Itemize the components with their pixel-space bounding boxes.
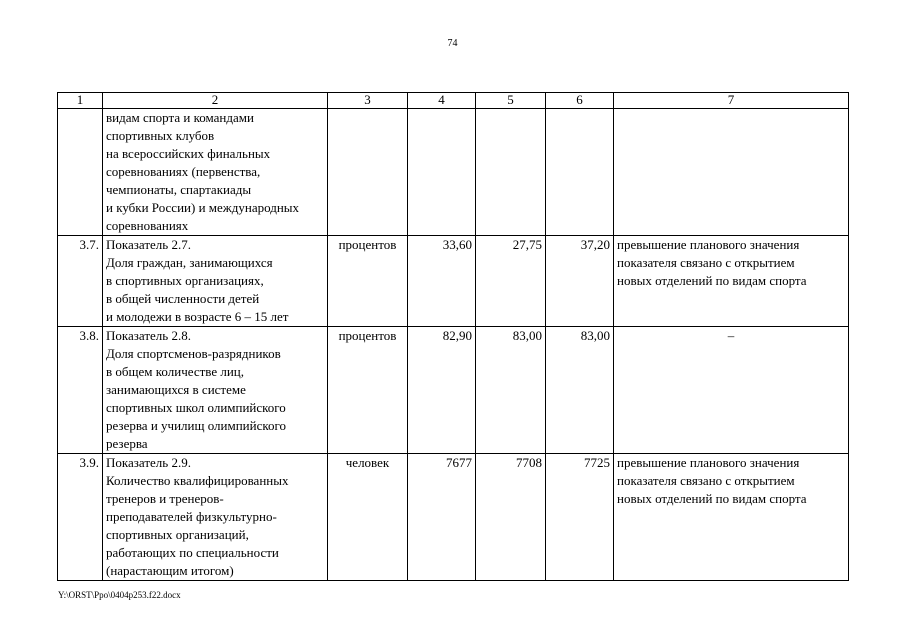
indicator-name-line: Показатель 2.9. xyxy=(106,455,191,470)
column-header: 3 xyxy=(328,93,408,109)
note-line: показателя связано с открытием xyxy=(617,255,795,270)
table-row xyxy=(58,109,849,236)
unit-cell: процентов xyxy=(328,327,408,454)
value-cell-col4: 33,60 xyxy=(408,236,476,327)
value-cell-col6: 83,00 xyxy=(546,327,614,454)
indicator-name-line: и молодежи в возрасте 6 – 15 лет xyxy=(106,309,289,324)
row-number xyxy=(58,109,103,236)
note-cell xyxy=(614,109,849,236)
value-cell-col5: 83,00 xyxy=(476,327,546,454)
value-cell-col5 xyxy=(476,109,546,236)
column-header: 5 xyxy=(476,93,546,109)
note-line: показателя связано с открытием xyxy=(617,473,795,488)
unit-cell: процентов xyxy=(328,236,408,327)
column-header: 2 xyxy=(103,93,328,109)
column-header: 7 xyxy=(614,93,849,109)
indicator-name-line: работающих по специальности xyxy=(106,545,279,560)
indicator-name-line: и кубки России) и международных xyxy=(106,200,300,215)
column-header: 6 xyxy=(546,93,614,109)
column-header: 4 xyxy=(408,93,476,109)
table-row xyxy=(58,327,849,454)
value-cell-col5: 27,75 xyxy=(476,236,546,327)
table-row xyxy=(58,454,849,581)
value-cell-col4 xyxy=(408,109,476,236)
row-number: 3.7. xyxy=(58,236,103,327)
indicator-name-line: чемпионаты, спартакиады xyxy=(106,182,252,197)
note-cell xyxy=(614,327,849,454)
indicator-name xyxy=(103,327,328,454)
row-number: 3.8. xyxy=(58,327,103,454)
indicator-name-line: (нарастающим итогом) xyxy=(106,563,234,578)
value-cell-col4: 82,90 xyxy=(408,327,476,454)
note-line: превышение планового значения xyxy=(617,455,800,470)
value-cell-col4: 7677 xyxy=(408,454,476,581)
row-number: 3.9. xyxy=(58,454,103,581)
indicator-name-line: Доля граждан, занимающихся xyxy=(106,255,273,270)
table-row xyxy=(58,236,849,327)
indicator-name-line: в спортивных организациях, xyxy=(106,273,264,288)
value-cell-col6: 7725 xyxy=(546,454,614,581)
value-cell-col6 xyxy=(546,109,614,236)
indicator-name xyxy=(103,236,328,327)
indicator-name-line: видам спорта и командами xyxy=(106,110,254,125)
indicator-name-line: Показатель 2.8. xyxy=(106,328,191,343)
note-dash: – xyxy=(727,328,735,343)
indicator-name-line: резерва и училищ олимпийского xyxy=(106,418,287,433)
indicator-name-line: на всероссийских финальных xyxy=(106,146,271,161)
note-line: новых отделений по видам спорта xyxy=(617,273,807,288)
indicator-name-line: занимающихся в системе xyxy=(106,382,246,397)
indicator-name-line: в общем количестве лиц, xyxy=(106,364,245,379)
value-cell-col6: 37,20 xyxy=(546,236,614,327)
indicator-name-line: соревнованиях (первенства, xyxy=(106,164,261,179)
note-cell xyxy=(614,454,849,581)
indicator-name xyxy=(103,109,328,236)
indicator-name-line: преподавателей физкультурно- xyxy=(106,509,277,524)
value-cell-col5: 7708 xyxy=(476,454,546,581)
indicator-name-line: в общей численности детей xyxy=(106,291,260,306)
document-file-path: Y:\ORST\Ppo\0404p253.f22.docx xyxy=(58,590,181,600)
note-line: новых отделений по видам спорта xyxy=(617,491,807,506)
note-cell xyxy=(614,236,849,327)
indicator-name-line: спортивных школ олимпийского xyxy=(106,400,286,415)
indicator-name-line: спортивных клубов xyxy=(106,128,215,143)
indicator-name-line: соревнованиях xyxy=(106,218,189,233)
column-header: 1 xyxy=(58,93,103,109)
page-number: 74 xyxy=(447,38,458,49)
unit-cell xyxy=(328,109,408,236)
indicator-name-line: резерва xyxy=(106,436,148,451)
indicator-name-line: Доля спортсменов-разрядников xyxy=(106,346,281,361)
unit-cell: человек xyxy=(328,454,408,581)
indicator-name-line: тренеров и тренеров- xyxy=(106,491,224,506)
indicator-name-line: спортивных организаций, xyxy=(106,527,249,542)
indicator-name xyxy=(103,454,328,581)
indicator-name-line: Показатель 2.7. xyxy=(106,237,191,252)
indicator-name-line: Количество квалифицированных xyxy=(106,473,289,488)
table-header-row xyxy=(58,93,849,109)
indicators-table xyxy=(57,92,849,581)
note-line: превышение планового значения xyxy=(617,237,800,252)
